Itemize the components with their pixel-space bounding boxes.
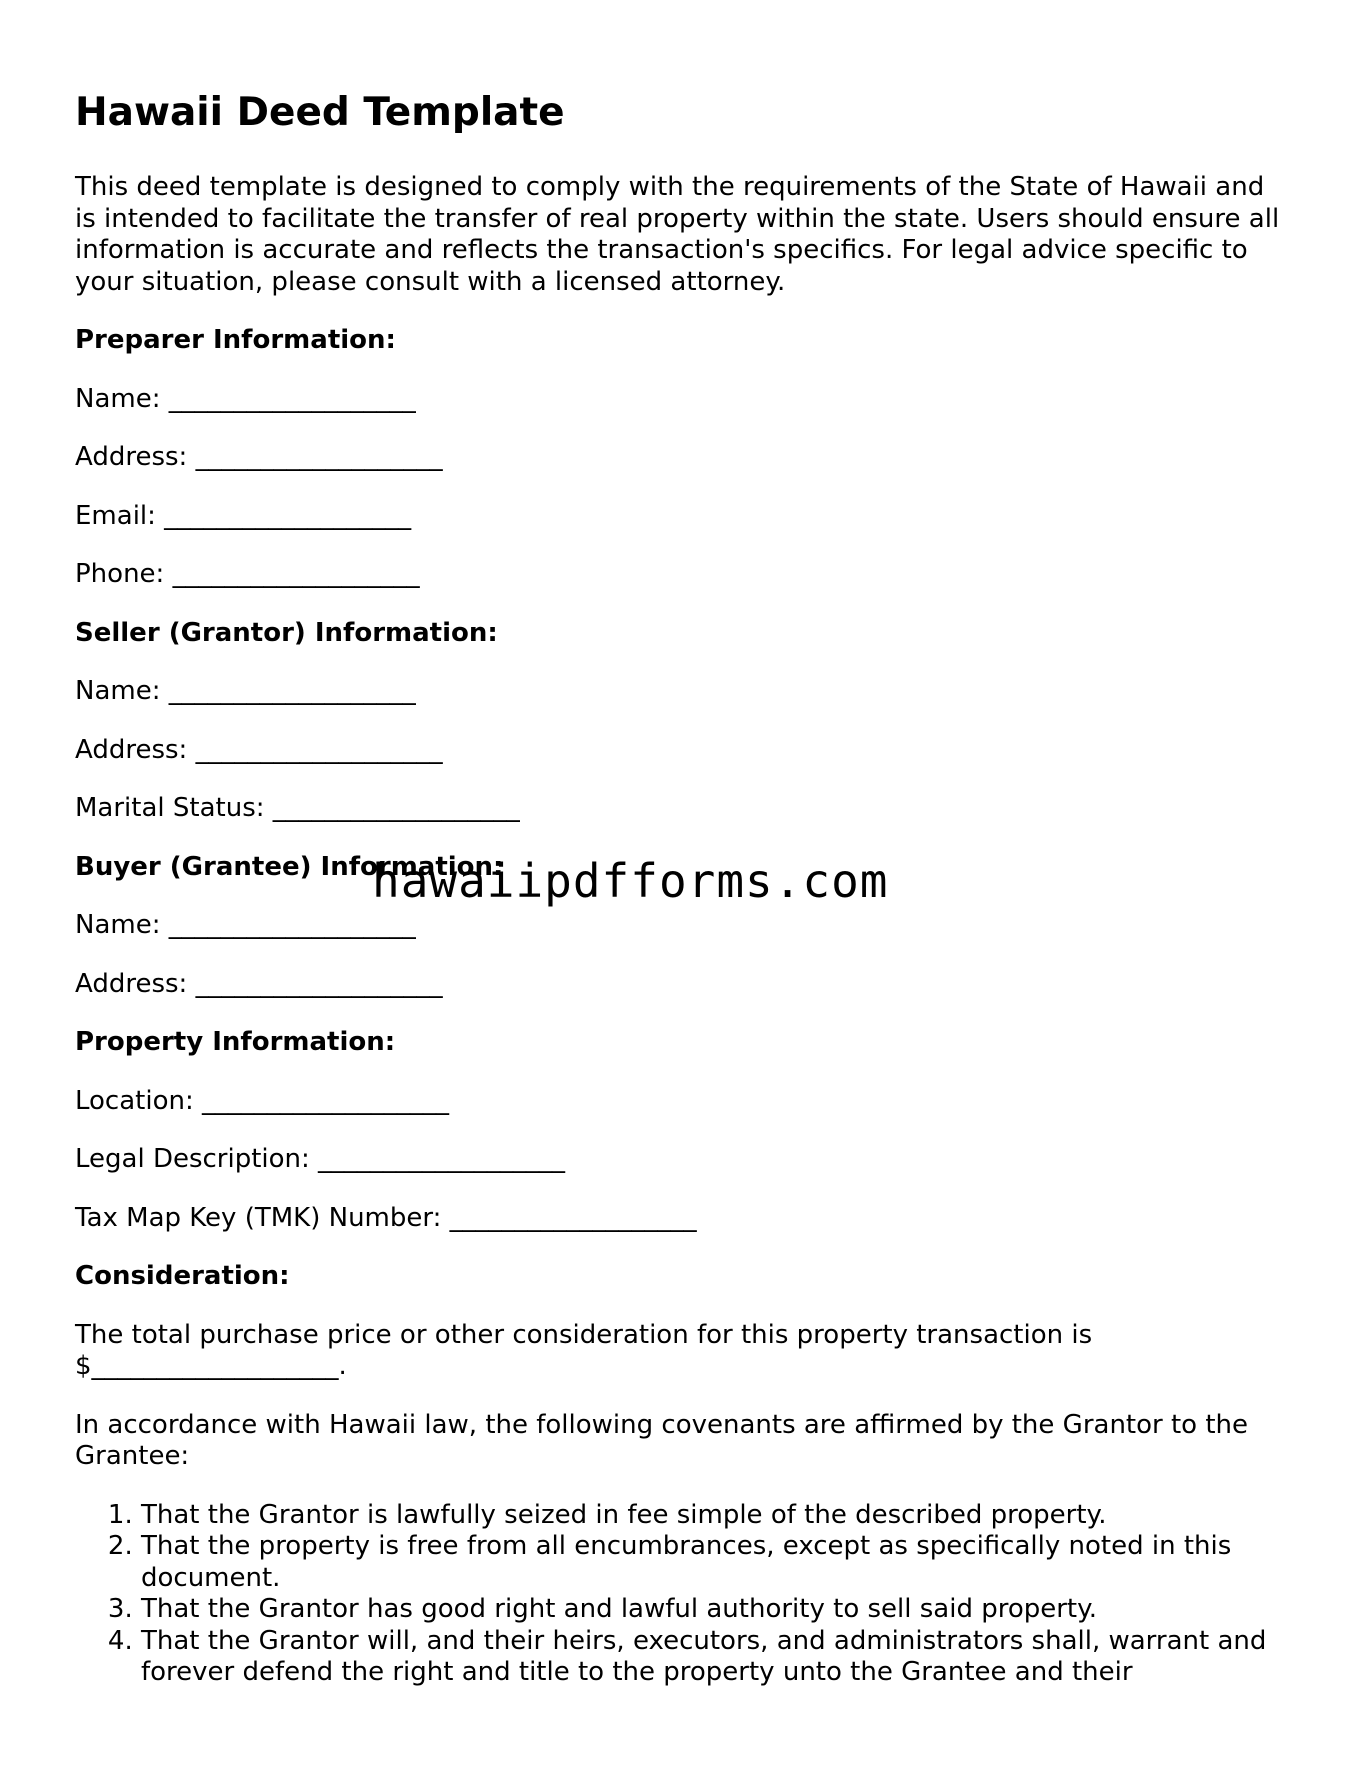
intro-paragraph: This deed template is designed to comply with the requirements of the State of Hawaii and is intended to facilitate the transfer of real property within the state. Users should ensure all information is accurate and reflects the transaction's specifics. For legal advice specific to your situation, please consult with a licensed attorney. (75, 172, 1280, 297)
property-location-field: Location: ___________________ (75, 1085, 449, 1116)
consideration-text: The total purchase price or other consideration for this property transaction is $___________________. (75, 1319, 1093, 1381)
covenant-item: 3. That the Grantor has good right and lawful authority to sell said property. (141, 1594, 1290, 1626)
property-legal-description-field: Legal Description: ___________________ (75, 1144, 566, 1174)
document-title: Hawaii Deed Template (75, 90, 565, 135)
preparer-name-field: Name: ___________________ (75, 383, 416, 414)
seller-marital-status-field: Marital Status: ___________________ (75, 793, 520, 823)
preparer-email-field: Email: ___________________ (75, 500, 412, 531)
consideration-heading: Consideration: (75, 1261, 290, 1291)
seller-name-field: Name: ___________________ (75, 676, 416, 706)
seller-address-field: Address: ___________________ (75, 734, 443, 765)
buyer-address-field: Address: ___________________ (75, 968, 443, 999)
preparer-heading: Preparer Information: (75, 325, 396, 355)
preparer-phone-field: Phone: ___________________ (75, 559, 420, 589)
covenants-list (75, 1500, 1290, 1689)
watermark-text: hawaiipdfforms.com (372, 854, 889, 908)
covenant-item: 2. That the property is free from all encumbrances, except as specifically noted in this document. (141, 1531, 1290, 1594)
covenant-item: 4. That the Grantor will, and their heirs, executors, and administrators shall, warrant and forever defend the right and title to the property unto the Grantee and their (141, 1626, 1290, 1689)
property-tmk-field: Tax Map Key (TMK) Number: ___________________ (75, 1202, 697, 1233)
seller-heading: Seller (Grantor) Information: (75, 617, 498, 648)
buyer-name-field: Name: ___________________ (75, 910, 416, 940)
covenants-intro: In accordance with Hawaii law, the following covenants are affirmed by the Grantor to the Grantee: (75, 1409, 1249, 1471)
buyer-heading: Buyer (Grantee) Information: (75, 851, 504, 882)
property-heading: Property Information: (75, 1027, 396, 1057)
covenant-item: 1. That the Grantor is lawfully seized in fee simple of the described property. (141, 1500, 1290, 1532)
preparer-address-field: Address: ___________________ (75, 442, 443, 472)
